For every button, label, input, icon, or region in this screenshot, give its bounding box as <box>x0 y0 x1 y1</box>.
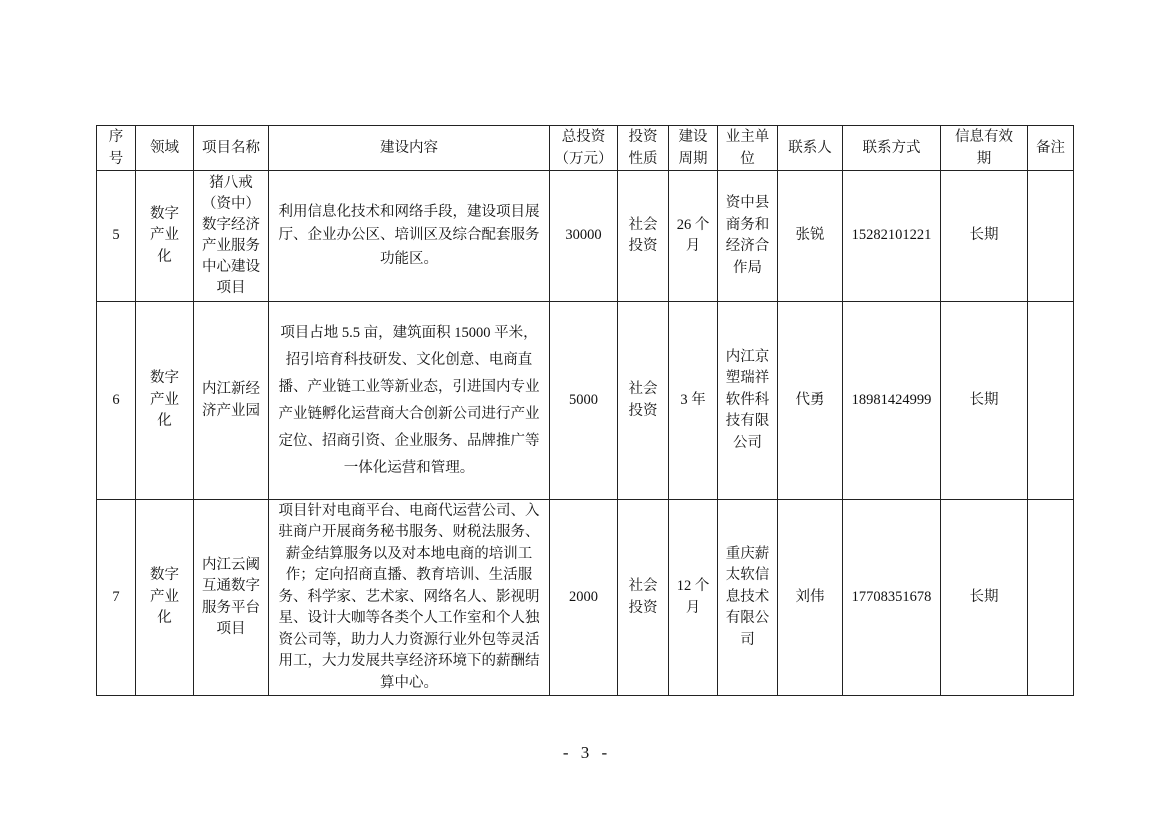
header-investment-type: 投资性质 <box>618 126 669 171</box>
cell-field: 数字产业化 <box>136 500 194 696</box>
cell-contact-person: 代勇 <box>778 302 843 500</box>
table-row <box>97 500 1074 696</box>
cell-remark <box>1028 302 1074 500</box>
cell-field: 数字产业化 <box>136 171 194 302</box>
cell-project-name: 内江新经济产业园 <box>194 302 269 500</box>
cell-contact-phone: 15282101221 <box>843 171 941 302</box>
cell-total-investment: 30000 <box>550 171 618 302</box>
cell-validity: 长期 <box>941 171 1028 302</box>
cell-index: 5 <box>97 171 136 302</box>
cell-validity: 长期 <box>941 302 1028 500</box>
cell-field: 数字产业化 <box>136 302 194 500</box>
cell-investment-type: 社会投资 <box>618 171 669 302</box>
cell-investment-type: 社会投资 <box>618 302 669 500</box>
cell-remark <box>1028 171 1074 302</box>
cell-content: 项目占地 5.5 亩，建筑面积 15000 平米，招引培育科技研发、文化创意、电商直播、产业链工业等新业态，引进国内专业产业链孵化运营商大合创新公司进行产业定位、招商引资、企业服务、品牌推广等一体化运营和管理。 <box>269 302 550 500</box>
cell-contact-person: 刘伟 <box>778 500 843 696</box>
header-contact-person: 联系人 <box>778 126 843 171</box>
header-index: 序号 <box>97 126 136 171</box>
cell-contact-phone: 17708351678 <box>843 500 941 696</box>
header-contact-phone: 联系方式 <box>843 126 941 171</box>
cell-contact-person: 张锐 <box>778 171 843 302</box>
cell-project-name: 猪八戒（资中）数字经济产业服务中心建设项目 <box>194 171 269 302</box>
cell-period: 12 个月 <box>669 500 718 696</box>
header-remark: 备注 <box>1028 126 1074 171</box>
cell-project-name: 内江云阈互通数字服务平台项目 <box>194 500 269 696</box>
cell-owner: 内江京塑瑞祥软件科技有限公司 <box>718 302 778 500</box>
cell-owner: 重庆薪太软信息技术有限公司 <box>718 500 778 696</box>
cell-remark <box>1028 500 1074 696</box>
header-project-name: 项目名称 <box>194 126 269 171</box>
header-content: 建设内容 <box>269 126 550 171</box>
page-number: - 3 - <box>562 743 608 762</box>
header-period: 建设周期 <box>669 126 718 171</box>
cell-content: 利用信息化技术和网络手段，建设项目展厅、企业办公区、培训区及综合配套服务功能区。 <box>269 171 550 302</box>
cell-investment-type: 社会投资 <box>618 500 669 696</box>
header-total-investment: 总投资（万元） <box>550 126 618 171</box>
table-header-row <box>97 126 1074 171</box>
cell-total-investment: 2000 <box>550 500 618 696</box>
table-row <box>97 171 1074 302</box>
cell-owner: 资中县商务和经济合作局 <box>718 171 778 302</box>
cell-contact-phone: 18981424999 <box>843 302 941 500</box>
cell-validity: 长期 <box>941 500 1028 696</box>
header-validity: 信息有效期 <box>941 126 1028 171</box>
cell-period: 3 年 <box>669 302 718 500</box>
project-table <box>96 125 1074 696</box>
cell-index: 6 <box>97 302 136 500</box>
cell-index: 7 <box>97 500 136 696</box>
table-row <box>97 302 1074 500</box>
cell-content: 项目针对电商平台、电商代运营公司、入驻商户开展商务秘书服务、财税法服务、薪金结算服务以及对本地电商的培训工作；定向招商直播、教育培训、生活服务、科学家、艺术家、网络名人、影视明星、设计大咖等各类个人工作室和个人独资公司等，助力人力资源行业外包等灵活用工，大力发展共享经济环境下的薪酬结算中心。 <box>269 500 550 696</box>
header-field: 领域 <box>136 126 194 171</box>
cell-total-investment: 5000 <box>550 302 618 500</box>
cell-period: 26 个月 <box>669 171 718 302</box>
header-owner: 业主单位 <box>718 126 778 171</box>
